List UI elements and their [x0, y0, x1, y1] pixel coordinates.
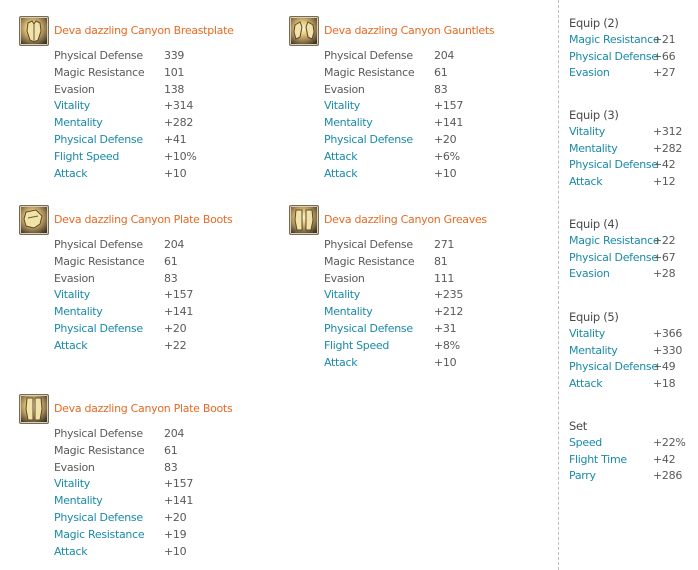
- item-card-plate-boots: [19, 205, 269, 352]
- bonus-value: +141: [434, 116, 464, 130]
- set-bonus-title: Equip (3): [569, 108, 619, 122]
- set-bonus-equip-2: [569, 14, 694, 82]
- bonus-value: +41: [164, 132, 187, 146]
- bonus-label: Mentality: [324, 305, 373, 319]
- set-bonus-value: +330: [653, 343, 683, 357]
- stat-value: 61: [164, 443, 178, 457]
- item-name[interactable]: Deva dazzling Canyon Plate Boots: [54, 402, 233, 415]
- set-bonus-row: [569, 141, 694, 158]
- set-bonus-row: [569, 174, 694, 191]
- set-bonus-title: Equip (5): [569, 310, 619, 324]
- bonus-value: +141: [164, 305, 194, 319]
- set-bonus-row: [569, 435, 694, 452]
- set-bonus-title: Set: [569, 419, 587, 433]
- set-bonus-value: +42: [653, 452, 676, 466]
- bonus-label: Attack: [54, 338, 88, 352]
- stat-value: 83: [164, 460, 178, 474]
- bonus-label: Attack: [324, 166, 358, 180]
- set-bonus-label: Attack: [569, 376, 603, 390]
- bonus-label: Mentality: [54, 494, 103, 508]
- bonus-label: Mentality: [324, 116, 373, 130]
- set-bonus-row: [569, 157, 694, 174]
- stat-label: Magic Resistance: [54, 65, 145, 79]
- item-card-greaves: [289, 205, 539, 369]
- set-bonus-row: [569, 376, 694, 393]
- set-bonus-row: [569, 124, 694, 141]
- set-bonus-row: [569, 359, 694, 376]
- stat-value: 61: [434, 65, 448, 79]
- item-name[interactable]: Deva dazzling Canyon Plate Boots: [54, 213, 233, 226]
- stat-label: Evasion: [324, 271, 365, 285]
- bonus-value: +31: [434, 321, 457, 335]
- item-header: [19, 394, 269, 424]
- set-bonus-equip-5: [569, 308, 694, 392]
- greaves-icon[interactable]: [289, 205, 319, 235]
- bonus-value: +141: [164, 494, 194, 508]
- set-bonus-value: +49: [653, 360, 676, 373]
- set-bonus-equip-3: [569, 106, 694, 190]
- set-bonus-label: Physical Defense: [569, 360, 658, 373]
- set-bonus-title: Equip (2): [569, 16, 619, 30]
- bonus-label: Physical Defense: [54, 510, 143, 524]
- bonus-value: +10: [164, 544, 187, 558]
- stat-value: 101: [164, 65, 185, 79]
- bonus-value: +212: [434, 305, 464, 319]
- set-bonus-value: +67: [653, 250, 676, 264]
- set-bonus-value: +12: [653, 174, 676, 188]
- column-divider: [558, 0, 559, 570]
- stat-value: 138: [164, 82, 185, 96]
- set-bonus-label: Speed: [569, 436, 602, 449]
- set-bonus-label: Flight Time: [569, 452, 627, 466]
- set-bonus-label: Evasion: [569, 66, 610, 79]
- bonus-value: +8%: [434, 338, 460, 352]
- set-bonus-label: Vitality: [569, 327, 605, 340]
- set-bonus-row: [569, 326, 694, 343]
- bonus-label: Attack: [54, 166, 88, 180]
- item-name[interactable]: Deva dazzling Canyon Breastplate: [54, 24, 234, 37]
- set-bonus-label: Physical Defense: [569, 250, 658, 264]
- bonus-value: +10%: [164, 149, 197, 163]
- stat-value: 204: [434, 49, 455, 62]
- bonus-value: +157: [164, 288, 194, 302]
- set-bonus-label: Evasion: [569, 267, 610, 280]
- set-bonus-value: +282: [653, 141, 683, 155]
- stat-label: Magic Resistance: [54, 443, 145, 457]
- set-bonus-row: [569, 233, 694, 250]
- set-bonus-label: Physical Defense: [569, 49, 658, 63]
- bonus-value: +20: [164, 510, 187, 524]
- set-bonus-label: Mentality: [569, 141, 618, 155]
- set-bonus-title: Equip (4): [569, 217, 619, 231]
- plate-boots-icon[interactable]: [19, 205, 49, 235]
- set-bonus-row: [569, 343, 694, 360]
- item-name[interactable]: Deva dazzling Canyon Gauntlets: [324, 24, 495, 37]
- set-bonus-row: [569, 250, 694, 267]
- set-bonus-label: Magic Resistance: [569, 234, 660, 247]
- item-name[interactable]: Deva dazzling Canyon Greaves: [324, 213, 487, 226]
- set-bonus-value: +22: [653, 234, 676, 247]
- set-bonus-label: Mentality: [569, 343, 618, 357]
- stat-value: 83: [434, 82, 448, 96]
- bonus-label: Physical Defense: [324, 321, 413, 335]
- set-bonus-row: [569, 266, 694, 283]
- stat-value: 81: [434, 254, 448, 268]
- bonus-label: Mentality: [54, 116, 103, 130]
- breastplate-icon[interactable]: [19, 16, 49, 46]
- bonus-label: Vitality: [54, 477, 90, 491]
- set-bonus-equip-4: [569, 215, 694, 283]
- bonus-label: Vitality: [324, 99, 360, 113]
- item-header: [289, 16, 539, 46]
- item-card-breastplate: [19, 16, 269, 180]
- set-bonus-value: +286: [653, 469, 683, 482]
- bonus-label: Mentality: [54, 305, 103, 319]
- set-bonus-value: +42: [653, 158, 676, 171]
- set-bonus-label: Vitality: [569, 125, 605, 138]
- set-bonus-value: +27: [653, 66, 676, 79]
- set-bonus-row: [569, 49, 694, 66]
- bonus-label: Physical Defense: [54, 132, 143, 146]
- bonus-label: Vitality: [54, 99, 90, 113]
- stat-label: Magic Resistance: [54, 254, 145, 268]
- bonus-label: Flight Speed: [54, 149, 120, 163]
- bonus-value: +157: [164, 477, 194, 491]
- set-bonus-value: +28: [653, 267, 676, 280]
- stat-label: Magic Resistance: [324, 254, 415, 268]
- bonus-label: Magic Resistance: [54, 527, 145, 541]
- bonus-value: +10: [434, 166, 457, 180]
- bonus-value: +235: [434, 288, 464, 302]
- item-card-gauntlets: [289, 16, 539, 180]
- stat-value: 111: [434, 271, 455, 285]
- bonus-label: Attack: [324, 355, 358, 369]
- set-bonus-value: +312: [653, 125, 683, 138]
- stat-value: 204: [164, 238, 185, 251]
- stat-label: Physical Defense: [324, 49, 413, 62]
- item-header: [289, 205, 539, 235]
- stat-value: 204: [164, 427, 185, 440]
- set-bonus-value: +66: [653, 49, 676, 63]
- item-header: [19, 16, 269, 46]
- set-bonus-label: Physical Defense: [569, 158, 658, 171]
- set-bonus-label: Magic Resistance: [569, 33, 660, 46]
- bonus-value: +19: [164, 527, 187, 541]
- stat-value: 83: [164, 271, 178, 285]
- set-bonus-label: Parry: [569, 469, 596, 482]
- stat-value: 339: [164, 49, 185, 62]
- stat-label: Evasion: [324, 82, 365, 96]
- set-bonus-value: +18: [653, 376, 676, 390]
- stat-label: Physical Defense: [324, 238, 413, 251]
- set-bonus-row: [569, 32, 694, 49]
- set-bonus-row: [569, 65, 694, 82]
- item-header: [19, 205, 269, 235]
- item-card-plate-boots-2: [19, 394, 269, 558]
- stat-label: Evasion: [54, 82, 95, 96]
- bonus-label: Attack: [324, 149, 358, 163]
- bonus-label: Attack: [54, 544, 88, 558]
- set-bonus-full-set: [569, 417, 694, 485]
- bonus-label: Flight Speed: [324, 338, 390, 352]
- bonus-value: +314: [164, 99, 194, 113]
- bonus-value: +10: [434, 355, 457, 369]
- set-bonus-row: [569, 468, 694, 485]
- bonus-value: +6%: [434, 149, 460, 163]
- bonus-label: Physical Defense: [324, 132, 413, 146]
- plate-boots-icon[interactable]: [19, 394, 49, 424]
- bonus-value: +157: [434, 99, 464, 113]
- stat-label: Physical Defense: [54, 238, 143, 251]
- set-bonus-label: Attack: [569, 174, 603, 188]
- set-bonus-row: [569, 452, 694, 469]
- stat-value: 271: [434, 238, 455, 251]
- bonus-value: +22: [164, 338, 187, 352]
- gauntlets-icon[interactable]: [289, 16, 319, 46]
- stat-value: 61: [164, 254, 178, 268]
- stat-label: Magic Resistance: [324, 65, 415, 79]
- set-bonus-value: +21: [653, 33, 676, 46]
- stat-label: Physical Defense: [54, 427, 143, 440]
- bonus-value: +20: [434, 132, 457, 146]
- bonus-value: +10: [164, 166, 187, 180]
- stat-label: Evasion: [54, 460, 95, 474]
- stat-label: Physical Defense: [54, 49, 143, 62]
- bonus-value: +20: [164, 321, 187, 335]
- set-bonus-value: +366: [653, 327, 683, 340]
- stat-label: Evasion: [54, 271, 95, 285]
- bonus-label: Physical Defense: [54, 321, 143, 335]
- set-bonus-value: +22%: [653, 436, 686, 449]
- bonus-label: Vitality: [324, 288, 360, 302]
- bonus-value: +282: [164, 116, 194, 130]
- bonus-label: Vitality: [54, 288, 90, 302]
